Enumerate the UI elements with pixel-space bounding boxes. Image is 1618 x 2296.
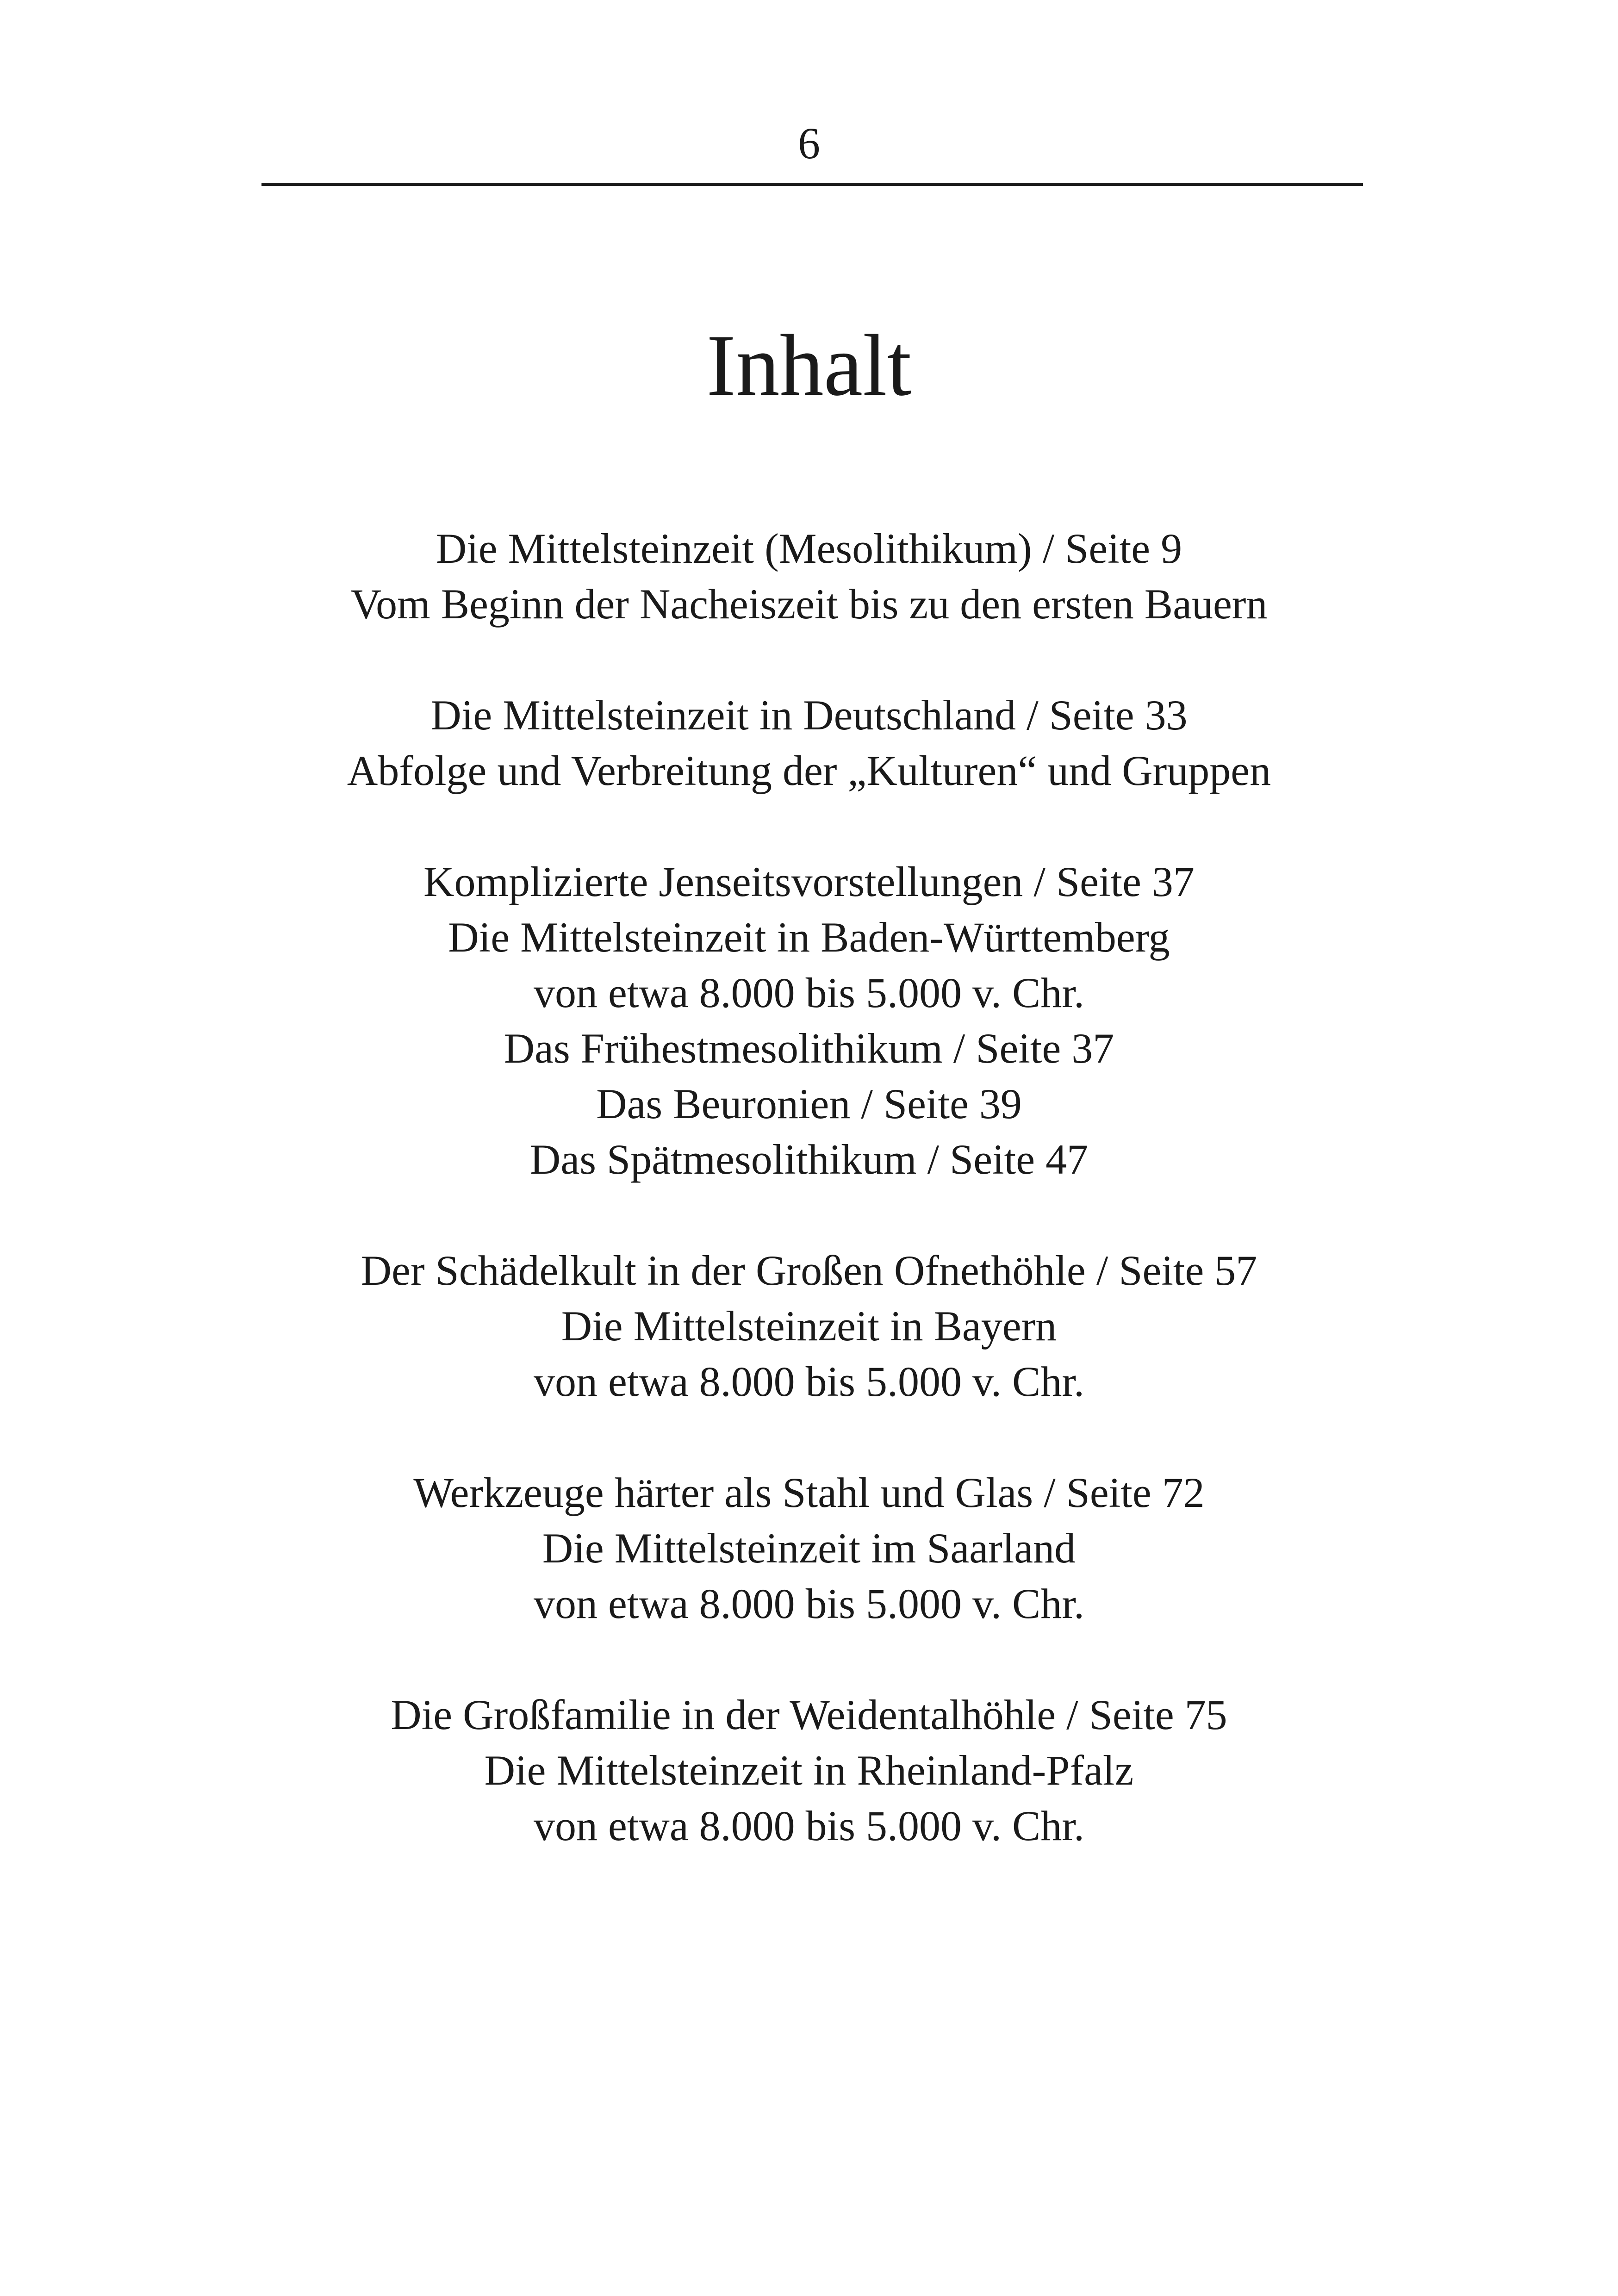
toc-line: Die Mittelsteinzeit in Bayern [561, 1302, 1057, 1350]
toc-line: Die Mittelsteinzeit in Baden-Württemberg [448, 914, 1170, 961]
toc-line: Die Mittelsteinzeit im Saarland [542, 1524, 1076, 1572]
toc-line: von etwa 8.000 bis 5.000 v. Chr. [534, 1358, 1084, 1405]
toc-line: Vom Beginn der Nacheiszeit bis zu den ersten Bauern [350, 580, 1268, 628]
toc-line: Die Großfamilie in der Weidentalhöhle / Seite 75 [391, 1691, 1227, 1738]
toc-line: Die Mittelsteinzeit in Deutschland / Seite 33 [430, 691, 1188, 739]
page-title: Inhalt [706, 317, 912, 414]
toc-line: Der Schädelkult in der Großen Ofnethöhle / Seite 57 [361, 1247, 1257, 1294]
toc-line: Komplizierte Jenseitsvorstellungen / Seite 37 [423, 858, 1195, 905]
toc-line: von etwa 8.000 bis 5.000 v. Chr. [534, 1802, 1084, 1849]
table-of-contents [0, 521, 1618, 1854]
toc-line: von etwa 8.000 bis 5.000 v. Chr. [534, 969, 1084, 1016]
toc-line: Abfolge und Verbreitung der „Kulturen“ und Gruppen [347, 747, 1271, 794]
toc-line: von etwa 8.000 bis 5.000 v. Chr. [534, 1580, 1084, 1627]
page-number: 6 [798, 118, 820, 168]
toc-line: Werkzeuge härter als Stahl und Glas / Seite 72 [413, 1469, 1205, 1516]
toc-entry-rheinland-pfalz [0, 1687, 1618, 1854]
toc-entry-deutschland [0, 687, 1618, 798]
toc-line: Das Beuronien / Seite 39 [596, 1080, 1022, 1127]
toc-entry-saarland [0, 1465, 1618, 1631]
toc-entry-bayern [0, 1243, 1618, 1409]
toc-entry-baden-wuerttemberg [0, 854, 1618, 1187]
header-rule [261, 183, 1363, 186]
toc-line: Die Mittelsteinzeit (Mesolithikum) / Seite 9 [436, 525, 1182, 572]
toc-line: Das Frühestmesolithikum / Seite 37 [504, 1025, 1114, 1072]
toc-entry-mesolithikum [0, 521, 1618, 632]
toc-line: Die Mittelsteinzeit in Rheinland-Pfalz [484, 1747, 1134, 1794]
toc-line: Das Spätmesolithikum / Seite 47 [529, 1136, 1089, 1183]
